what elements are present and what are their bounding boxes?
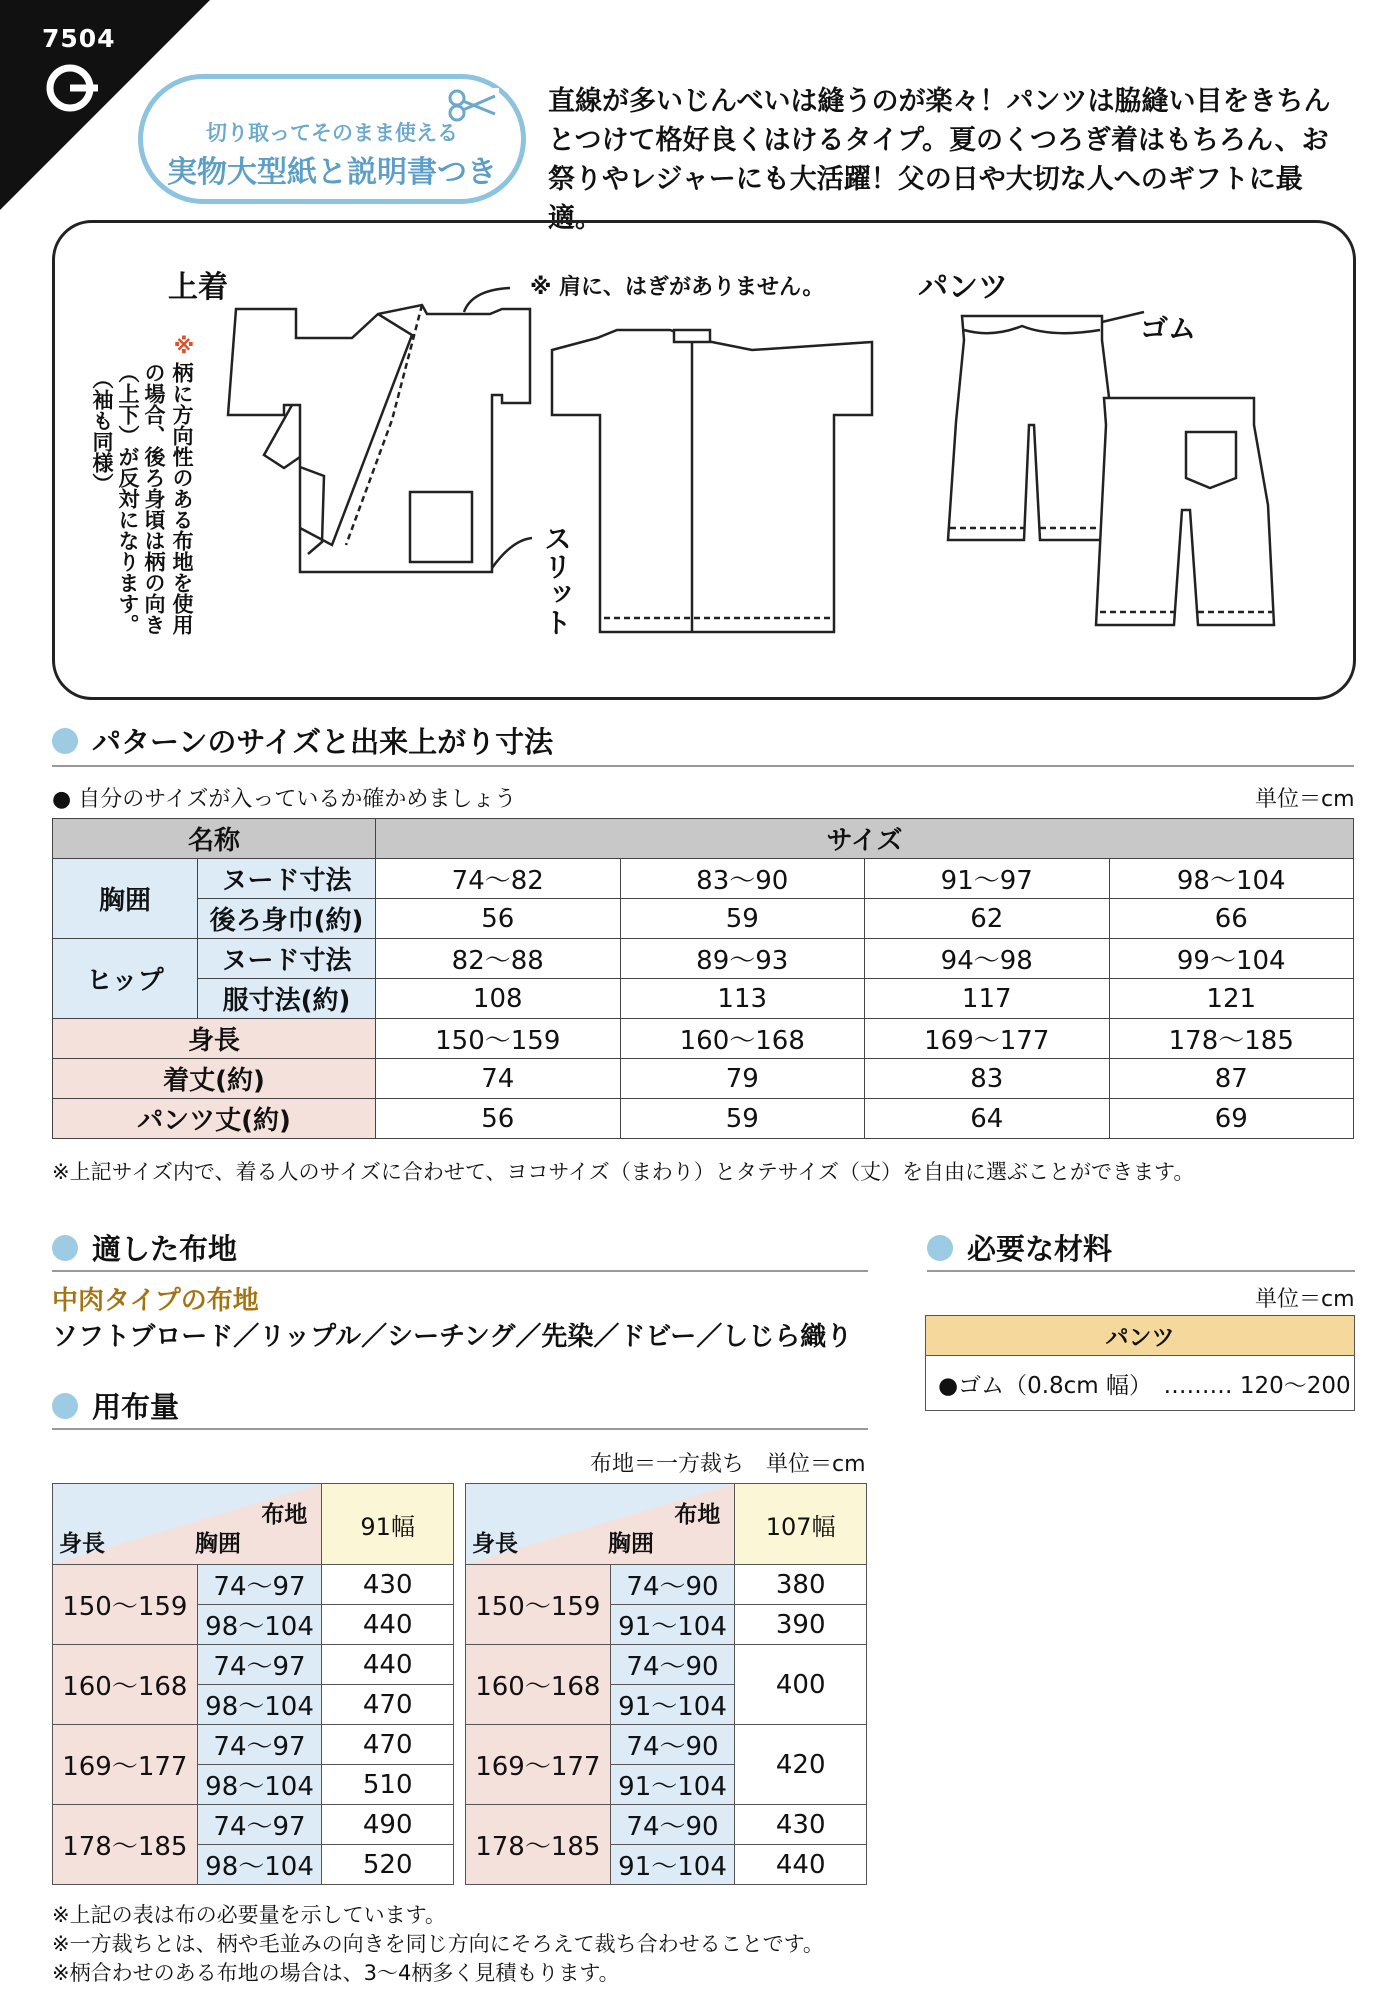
bullet-dot-icon: [52, 1393, 78, 1419]
size-check-note: ● 自分のサイズが入っているか確かめましょう: [52, 787, 517, 812]
size-section-title: [52, 720, 553, 761]
table-cell: 510: [322, 1765, 454, 1805]
table-cell: 117: [865, 979, 1110, 1019]
chest-cell: 74〜97: [197, 1565, 322, 1605]
table-row: [53, 899, 1354, 939]
group-label: ヒップ: [53, 939, 198, 1019]
yardage-section-title: [52, 1385, 179, 1426]
footnote-line: ※上記の表は布の必要量を示しています。: [52, 1903, 446, 1927]
jacket-back-drawing: [552, 330, 872, 632]
bullet-dot-icon: [52, 1235, 78, 1261]
chest-cell: 98〜104: [197, 1845, 322, 1885]
diag-chest-label: 胸囲: [195, 1531, 241, 1557]
pants-label: パンツ: [918, 270, 1008, 305]
section-rule: [927, 1270, 1355, 1272]
table-row: [466, 1565, 867, 1605]
yardage-footnotes: [52, 1901, 824, 1988]
table-cell: 430: [735, 1805, 867, 1845]
table-cell: 178〜185: [1109, 1019, 1354, 1059]
chest-cell: 98〜104: [197, 1765, 322, 1805]
direction-note-line: 柄に方向性のある布地を使用: [170, 362, 194, 635]
chest-cell: 98〜104: [197, 1685, 322, 1725]
table-row: [53, 1645, 454, 1685]
chest-cell: 74〜90: [610, 1725, 735, 1765]
table-cell: 56: [376, 1099, 621, 1139]
table-row: [53, 939, 1354, 979]
table-cell: 440: [322, 1605, 454, 1645]
slit-label: スリット: [540, 524, 573, 636]
yardage-section-title-text: 用布量: [92, 1390, 180, 1424]
table-cell: 89〜93: [620, 939, 865, 979]
diag-height-label: 身長: [472, 1531, 518, 1557]
direction-note-line: の場合、後ろ身頃は柄の向き: [142, 362, 166, 635]
chest-cell: 74〜97: [197, 1805, 322, 1845]
row-label: 後ろ身巾(約): [198, 899, 376, 939]
yardage-diag-header: [466, 1484, 735, 1565]
height-cell: 169〜177: [466, 1725, 611, 1805]
group-label: 胸囲: [53, 859, 198, 939]
table-row: [53, 819, 1354, 859]
table-cell: 520: [322, 1845, 454, 1885]
table-cell: 64: [865, 1099, 1110, 1139]
direction-note-line: （上下）が反対になります。: [116, 362, 140, 635]
pants-front-drawing: [948, 316, 1116, 540]
header-size: サイズ: [376, 819, 1354, 859]
chest-cell: 91〜104: [610, 1685, 735, 1725]
table-cell: 440: [322, 1645, 454, 1685]
table-cell: 94〜98: [865, 939, 1110, 979]
table-cell: 74〜82: [376, 859, 621, 899]
fabric-section-title-text: 適した布地: [92, 1232, 238, 1266]
table-cell: 59: [620, 899, 865, 939]
table-cell: 169〜177: [865, 1019, 1110, 1059]
pattern-number: 7504: [42, 24, 116, 53]
diag-height-label: 身長: [59, 1531, 105, 1557]
table-row: [53, 1484, 454, 1565]
callout-line1: 切り取ってそのまま使える: [206, 121, 458, 145]
width-header: 91幅: [322, 1484, 454, 1565]
yardage-table-91: [52, 1483, 454, 1885]
jacket-label: 上着: [168, 270, 228, 305]
table-cell: 380: [735, 1565, 867, 1605]
table-cell: 160〜168: [620, 1019, 865, 1059]
table-row: [53, 1805, 454, 1845]
diag-chest-label: 胸囲: [608, 1531, 654, 1557]
table-cell: 59: [620, 1099, 865, 1139]
table-row: [53, 1019, 1354, 1059]
size-unit: 単位＝cm: [1255, 787, 1355, 812]
width-header: 107幅: [735, 1484, 867, 1565]
table-cell: 99〜104: [1109, 939, 1354, 979]
row-label: 身長: [53, 1019, 376, 1059]
chest-cell: 74〜90: [610, 1565, 735, 1605]
fabric-list: ソフトブロード／リップル／シーチング／先染／ドビー／しじら織り: [52, 1322, 853, 1352]
row-label: パンツ丈(約): [53, 1099, 376, 1139]
direction-note-line: （袖も同様）: [90, 368, 114, 494]
fabric-section-title: [52, 1227, 237, 1268]
table-cell: 150〜159: [376, 1019, 621, 1059]
materials-item: ●ゴム（0.8cm 幅） ……… 120〜200: [926, 1356, 1355, 1411]
table-cell: 69: [1109, 1099, 1354, 1139]
bullet-dot-icon: [52, 728, 78, 754]
size-section-title-text: パターンのサイズと出来上がり寸法: [92, 725, 554, 759]
materials-table: [925, 1315, 1355, 1411]
height-cell: 160〜168: [53, 1645, 198, 1725]
shoulder-note: ※ 肩に、はぎがありません。: [530, 275, 825, 300]
row-label: 着丈(約): [53, 1059, 376, 1099]
table-cell: 121: [1109, 979, 1354, 1019]
direction-note-mark: ※: [172, 334, 196, 358]
yardage-unit: 布地＝一方裁ち 単位＝cm: [590, 1452, 866, 1477]
table-cell: 74: [376, 1059, 621, 1099]
chest-cell: 91〜104: [610, 1845, 735, 1885]
table-cell: 87: [1109, 1059, 1354, 1099]
bullet-dot-icon: [927, 1235, 953, 1261]
table-row: [53, 1059, 1354, 1099]
height-cell: 169〜177: [53, 1725, 198, 1805]
chest-cell: 74〜97: [197, 1725, 322, 1765]
intro-line: とつけて格好良くはけるタイプ。夏のくつろぎ着はもちろん、お: [548, 125, 1329, 156]
table-cell: 420: [735, 1725, 867, 1805]
yardage-diag-header: [53, 1484, 322, 1565]
materials-section-title-text: 必要な材料: [967, 1232, 1113, 1266]
section-rule: [52, 1428, 868, 1430]
chest-cell: 74〜97: [197, 1645, 322, 1685]
table-cell: 56: [376, 899, 621, 939]
table-cell: 79: [620, 1059, 865, 1099]
height-cell: 178〜185: [466, 1805, 611, 1885]
table-cell: 83〜90: [620, 859, 865, 899]
chest-cell: 74〜90: [610, 1645, 735, 1685]
table-cell: 400: [735, 1645, 867, 1725]
table-cell: 83: [865, 1059, 1110, 1099]
table-cell: 62: [865, 899, 1110, 939]
table-row: [466, 1805, 867, 1845]
materials-unit: 単位＝cm: [1255, 1287, 1355, 1312]
row-label: ヌード寸法: [198, 939, 376, 979]
chest-cell: 91〜104: [610, 1605, 735, 1645]
chest-cell: 74〜90: [610, 1805, 735, 1845]
intro-line: 直線が多いじんべいは縫うのが楽々！パンツは脇縫い目をきちん: [548, 86, 1331, 117]
section-rule: [52, 765, 1354, 767]
table-cell: 66: [1109, 899, 1354, 939]
height-cell: 150〜159: [466, 1565, 611, 1645]
footnote-line: ※柄合わせのある布地の場合は、3〜4柄多く見積もります。: [52, 1961, 620, 1985]
chest-cell: 91〜104: [610, 1765, 735, 1805]
intro-text: [548, 82, 1348, 238]
intro-line: 祭りやレジャーにも大活躍！父の日や大切な人へのギフトに最適。: [548, 164, 1303, 234]
elastic-label: ゴム: [1140, 312, 1197, 345]
table-cell: 113: [620, 979, 865, 1019]
table-cell: 440: [735, 1845, 867, 1885]
row-label: ヌード寸法: [198, 859, 376, 899]
diag-fabric-label: 布地: [674, 1502, 721, 1528]
table-cell: 490: [322, 1805, 454, 1845]
table-cell: 108: [376, 979, 621, 1019]
header-name: 名称: [53, 819, 376, 859]
diag-fabric-label: 布地: [261, 1502, 308, 1528]
table-row: [926, 1356, 1355, 1411]
table-row: [53, 979, 1354, 1019]
table-row: [53, 859, 1354, 899]
table-row: [466, 1484, 867, 1565]
table-cell: 390: [735, 1605, 867, 1645]
yardage-table-107: [465, 1483, 867, 1885]
table-row: [53, 1565, 454, 1605]
height-cell: 150〜159: [53, 1565, 198, 1645]
section-rule: [52, 1270, 868, 1272]
table-row: [53, 1725, 454, 1765]
table-row: [53, 1099, 1354, 1139]
table-row: [926, 1316, 1355, 1356]
height-cell: 178〜185: [53, 1805, 198, 1885]
materials-section-title: [927, 1227, 1112, 1268]
table-cell: 470: [322, 1685, 454, 1725]
footnote-line: ※一方裁ちとは、柄や毛並みの向きを同じ方向にそろえて裁ち合わせることです。: [52, 1932, 824, 1956]
fabric-type: 中肉タイプの布地: [52, 1286, 259, 1316]
table-row: [466, 1725, 867, 1765]
table-cell: 430: [322, 1565, 454, 1605]
jacket-pocket: [410, 492, 472, 562]
row-label: 服寸法(約): [198, 979, 376, 1019]
table-cell: 98〜104: [1109, 859, 1354, 899]
chest-cell: 98〜104: [197, 1605, 322, 1645]
callout-line2: 実物大型紙と説明書つき: [167, 155, 497, 190]
table-cell: 470: [322, 1725, 454, 1765]
table-cell: 91〜97: [865, 859, 1110, 899]
scissors-icon: [447, 88, 499, 122]
height-cell: 160〜168: [466, 1645, 611, 1725]
size-table: [52, 818, 1354, 1139]
table-row: [466, 1645, 867, 1685]
table-cell: 82〜88: [376, 939, 621, 979]
size-footnote: ※上記サイズ内で、着る人のサイズに合わせて、ヨコサイズ（まわり）とタテサイズ（丈）を自由に選ぶことができます。: [52, 1160, 1195, 1184]
materials-header: パンツ: [926, 1316, 1355, 1356]
